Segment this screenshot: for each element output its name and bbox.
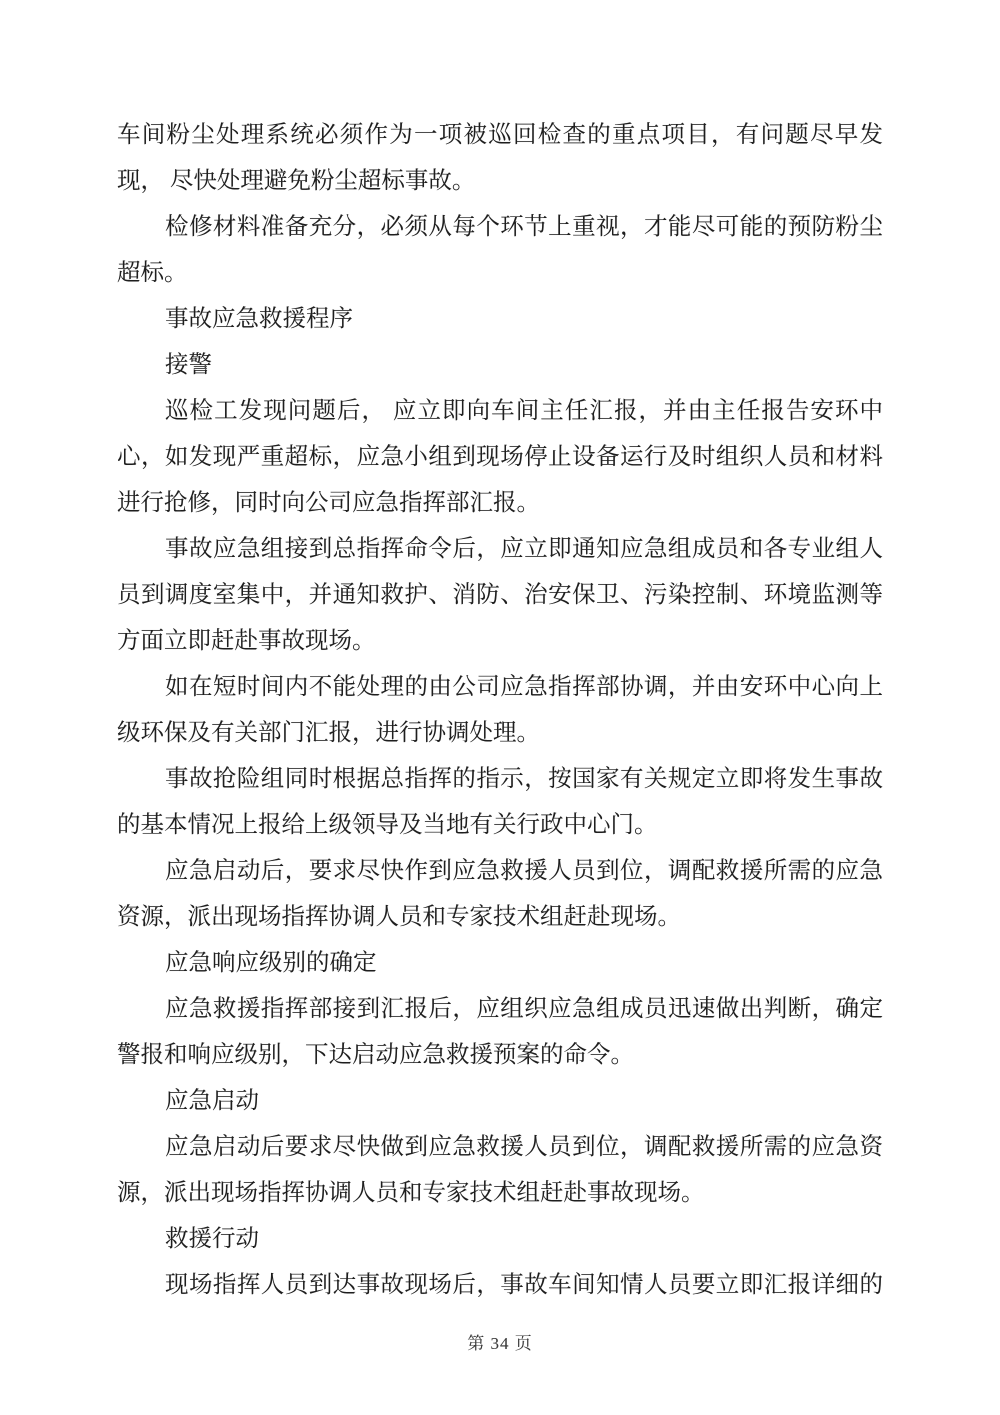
- text-line: 接警: [165, 352, 212, 378]
- text-line: 现， 尽快处理避免粉尘超标事故。: [117, 168, 476, 194]
- text-line: 应急救援指挥部接到汇报后，应组织应急组成员迅速做出判断，确定: [165, 996, 883, 1022]
- text-line: 事故应急组接到总指挥命令后，应立即通知应急组成员和各专业组人: [165, 536, 883, 562]
- text-line: 巡检工发现问题后， 应立即向车间主任汇报，并由主任报告安环中: [165, 398, 883, 424]
- text-line: 检修材料准备充分，必须从每个环节上重视，才能尽可能的预防粉尘: [165, 214, 883, 240]
- text-line: 方面立即赶赴事故现场。: [117, 628, 376, 654]
- text-line: 如在短时间内不能处理的由公司应急指挥部协调，并由安环中心向上: [165, 674, 883, 700]
- text-line: 警报和响应级别，下达启动应急救援预案的命令。: [117, 1042, 634, 1068]
- text-line: 车间粉尘处理系统必须作为一项被巡回检查的重点项目，有问题尽早发: [117, 122, 883, 148]
- text-line: 资源，派出现场指挥协调人员和专家技术组赶赴现场。: [117, 904, 681, 930]
- text-line: 心，如发现严重超标，应急小组到现场停止设备运行及时组织人员和材料: [117, 444, 883, 470]
- text-line: 进行抢修，同时向公司应急指挥部汇报。: [117, 490, 540, 516]
- text-line: 的基本情况上报给上级领导及当地有关行政中心门。: [117, 812, 658, 838]
- text-block: [117, 112, 883, 1308]
- page-number: 第 34 页: [467, 1334, 533, 1353]
- text-line: 员到调度室集中，并通知救护、消防、治安保卫、污染控制、环境监测等: [117, 582, 883, 608]
- text-line: 级环保及有关部门汇报，进行协调处理。: [117, 720, 540, 746]
- text-line: 应急启动后，要求尽快作到应急救援人员到位，调配救援所需的应急: [165, 858, 883, 884]
- text-line: 应急响应级别的确定: [165, 950, 377, 976]
- text-line: 现场指挥人员到达事故现场后，事故车间知情人员要立即汇报详细的: [165, 1272, 883, 1298]
- text-line: 救援行动: [165, 1226, 259, 1252]
- text-line: 应急启动: [165, 1088, 259, 1114]
- text-line: 应急启动后要求尽快做到应急救援人员到位，调配救援所需的应急资: [165, 1134, 883, 1160]
- text-line: 事故应急救援程序: [165, 306, 353, 332]
- text-line: 超标。: [117, 260, 188, 286]
- text-line: 源，派出现场指挥协调人员和专家技术组赶赴事故现场。: [117, 1180, 705, 1206]
- text-line: 事故抢险组同时根据总指挥的指示，按国家有关规定立即将发生事故: [165, 766, 883, 792]
